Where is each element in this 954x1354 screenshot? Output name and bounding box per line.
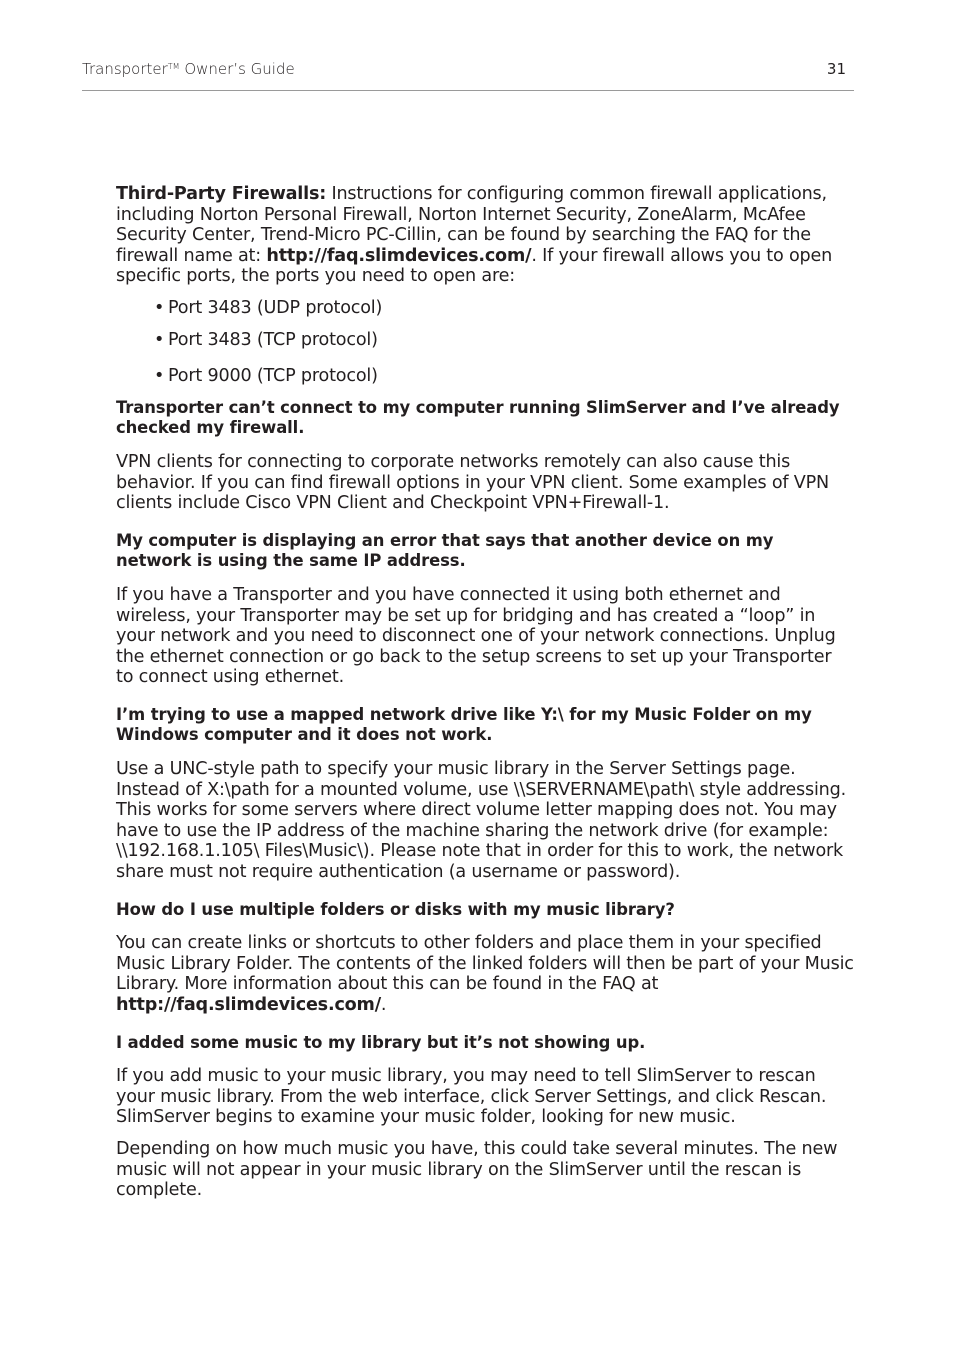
- faq-answer: VPN clients for connecting to corporate networks remotely can also cause this behavior. If you can find firewall options in your VPN client. Some examples of VPN clients include Cisco VPN Client and Checkpoint VPN+Firewall-1.: [116, 451, 829, 514]
- firewalls-lead: Third-Party Firewalls:: [116, 184, 327, 204]
- faq-answer: Use a UNC-style path to specify your music library in the Server Settings page. Instead of X:\path for a mounted volume, use \\SERVERNAME\path\ style addressing. This works for some servers where direct volume letter mapping does not. You may have to use the IP address of the machine sharing the network drive (for example: \\192.168.1.105\ Files\Music\). Please note that in order for this to work, the network share must not require authentication (a username or password).: [116, 759, 846, 883]
- port-label: Port 3483 (TCP protocol): [168, 329, 378, 350]
- faq-question-heading: My computer is displaying an error that says that another device on my network is using the same IP address.: [116, 530, 774, 571]
- document-title-suffix: Owner’s Guide: [179, 60, 295, 78]
- bullet-icon: •: [154, 297, 165, 318]
- bullet-icon: •: [154, 366, 165, 387]
- faq-question-heading: Transporter can’t connect to my computer running SlimServer and I’ve already checked my firewall.: [116, 397, 840, 438]
- faq-answer: If you add music to your music library, you may need to tell SlimServer to rescan your music library. From the web interface, click Server Settings, and click Rescan. SlimServer begins to examine your music folder, looking for new music.: [116, 1066, 827, 1128]
- faq-answer: If you have a Transporter and you have connected it using both ethernet and wireless, your Transporter may be set up for bridging and has created a “loop” in your network and you need to disconnect one of your network connections. Unplug the ethernet connection or go back to the setup screens to set up your Transporter to connect using ethernet.: [116, 584, 836, 688]
- faq-link[interactable]: http://faq.slimdevices.com/: [266, 245, 532, 266]
- firewalls-text-1: Instructions for configuring common firewall applications, including Norton Personal Firewall, Norton Internet Security, ZoneAlarm, McAfee Security Center, Trend-Micro PC-Cillin, can be found by searching the FAQ for the firewall name at:: [116, 184, 827, 266]
- faq-question-heading: I’m trying to use a mapped network drive like Y:\ for my Music Folder on my Windows computer and it does not work.: [116, 704, 812, 745]
- document-title: [82, 60, 295, 78]
- port-label: Port 3483 (UDP protocol): [168, 297, 383, 318]
- ports-list: [116, 298, 854, 387]
- bullet-icon: •: [154, 329, 165, 350]
- faq-answer-end: .: [380, 995, 387, 1015]
- page-number: 31: [826, 60, 846, 78]
- trademark-mark: TM: [167, 62, 180, 71]
- list-item: [154, 366, 854, 387]
- faq-question-heading: I added some music to my library but it’s not showing up.: [116, 1032, 646, 1052]
- list-item: [154, 330, 854, 351]
- faq-question-heading: How do I use multiple folders or disks with my music library?: [116, 899, 675, 919]
- document-title-name: Transporter: [82, 60, 168, 78]
- faq-link[interactable]: http://faq.slimdevices.com/: [116, 995, 381, 1015]
- page-header: [82, 60, 854, 91]
- port-label: Port 9000 (TCP protocol): [168, 366, 378, 387]
- page-content: [116, 184, 854, 1212]
- firewalls-text-2: . If your firewall allows you to open specific ports, the ports you need to open are:: [116, 245, 833, 287]
- list-item: [154, 298, 854, 319]
- firewalls-paragraph: [116, 184, 854, 287]
- faq-answer-text: You can create links or shortcuts to other folders and place them in your specified Music Library Folder. The contents of the linked folders will then be part of your Music Library. More information about this can be found in the FAQ at: [116, 933, 854, 995]
- faq-answer: Depending on how much music you have, this could take several minutes. The new music will not appear in your music library on the SlimServer until the rescan is complete.: [116, 1138, 838, 1201]
- faq-answer: [116, 933, 854, 1015]
